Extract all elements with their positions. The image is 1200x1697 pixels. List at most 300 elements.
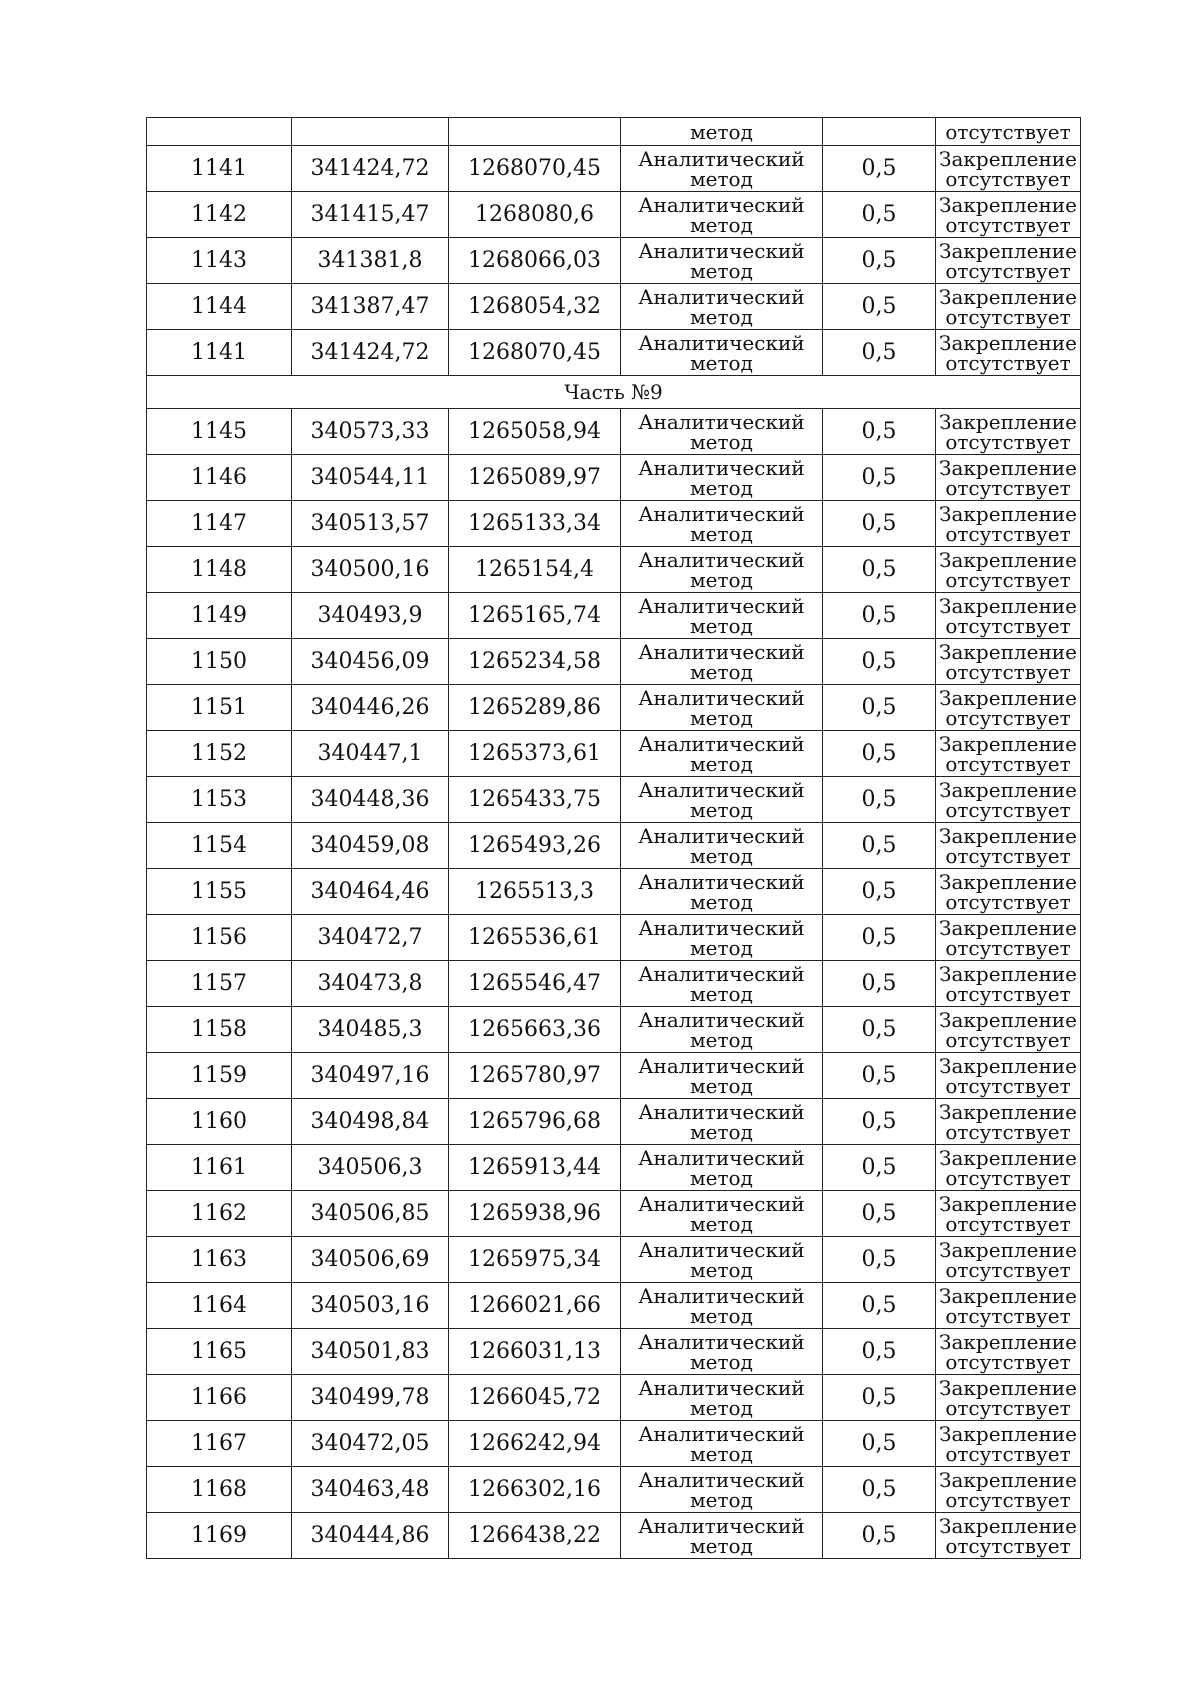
accuracy-cell: 0,5: [823, 1329, 936, 1375]
table-row: [147, 1237, 1081, 1283]
table-row: [147, 1375, 1081, 1421]
method-cell: метод: [621, 118, 823, 146]
fixation-line-2: отсутствует: [945, 1165, 1071, 1190]
table-row: [147, 501, 1081, 547]
y-coordinate-cell: 1265133,34: [449, 501, 621, 547]
point-number-cell: 1166: [147, 1375, 292, 1421]
method-line-1: Аналитический: [638, 1145, 805, 1170]
fixation-line-1: Закрепление: [939, 1145, 1077, 1170]
method-line-2: метод: [690, 1487, 753, 1512]
fixation-cell: [936, 1375, 1081, 1421]
x-coordinate-cell: 340499,78: [292, 1375, 449, 1421]
accuracy-cell: 0,5: [823, 823, 936, 869]
method-line-1: Аналитический: [638, 915, 805, 940]
fixation-cell: [936, 238, 1081, 284]
fixation-line-2: отсутствует: [945, 521, 1071, 546]
method-cell: [621, 639, 823, 685]
table-row: [147, 777, 1081, 823]
method-cell: [621, 146, 823, 192]
x-coordinate-cell: 340464,46: [292, 869, 449, 915]
method-line-2: метод: [690, 429, 753, 454]
method-line-2: метод: [690, 258, 753, 283]
accuracy-cell: 0,5: [823, 409, 936, 455]
table-row: [147, 547, 1081, 593]
y-coordinate-cell: 1266031,13: [449, 1329, 621, 1375]
y-coordinate-cell: 1266302,16: [449, 1467, 621, 1513]
method-line-1: Аналитический: [638, 1421, 805, 1446]
method-line-1: Аналитический: [638, 330, 805, 355]
method-line-1: Аналитический: [638, 639, 805, 664]
fixation-cell: [936, 1467, 1081, 1513]
x-coordinate-cell: 340459,08: [292, 823, 449, 869]
y-coordinate-cell: 1265513,3: [449, 869, 621, 915]
method-line-1: Аналитический: [638, 731, 805, 756]
table-row: [147, 593, 1081, 639]
method-cell: [621, 238, 823, 284]
fixation-line-1: Закрепление: [939, 192, 1077, 217]
method-line-2: метод: [690, 751, 753, 776]
table-row: [147, 1513, 1081, 1559]
method-line-2: метод: [690, 1027, 753, 1052]
fixation-cell: [936, 777, 1081, 823]
method-cell: [621, 547, 823, 593]
method-cell: [621, 192, 823, 238]
point-number-cell: 1151: [147, 685, 292, 731]
x-coordinate-cell: 340473,8: [292, 961, 449, 1007]
table-row: [147, 284, 1081, 330]
point-number-cell: 1145: [147, 409, 292, 455]
fixation-line-2: отсутствует: [945, 1257, 1071, 1282]
section-header-row: [147, 376, 1081, 409]
table-row: [147, 1099, 1081, 1145]
accuracy-cell: 0,5: [823, 1053, 936, 1099]
point-number-cell: 1167: [147, 1421, 292, 1467]
method-line-1: Аналитический: [638, 1283, 805, 1308]
fixation-line-2: отсутствует: [945, 797, 1071, 822]
method-line-1: Аналитический: [638, 1375, 805, 1400]
y-coordinate-cell: 1268066,03: [449, 238, 621, 284]
fixation-cell: [936, 501, 1081, 547]
fixation-cell: [936, 192, 1081, 238]
x-coordinate-cell: 340493,9: [292, 593, 449, 639]
x-coordinate-cell: 340500,16: [292, 547, 449, 593]
fixation-cell: [936, 823, 1081, 869]
table-row: [147, 146, 1081, 192]
method-cell: [621, 1467, 823, 1513]
fixation-line-1: Закрепление: [939, 777, 1077, 802]
y-coordinate-cell: 1265975,34: [449, 1237, 621, 1283]
method-cell: [621, 1513, 823, 1559]
fixation-line-2: отсутствует: [945, 1349, 1071, 1374]
method-line-1: Аналитический: [638, 146, 805, 171]
y-coordinate-cell: 1265234,58: [449, 639, 621, 685]
fixation-line-2: отсутствует: [945, 751, 1071, 776]
method-cell: [621, 455, 823, 501]
point-number-cell: 1152: [147, 731, 292, 777]
point-number-cell: 1164: [147, 1283, 292, 1329]
y-coordinate-cell: 1266438,22: [449, 1513, 621, 1559]
y-coordinate-cell: [449, 118, 621, 146]
method-line-2: метод: [690, 613, 753, 638]
x-coordinate-cell: [292, 118, 449, 146]
fixation-cell: [936, 1421, 1081, 1467]
method-line-1: Аналитический: [638, 192, 805, 217]
x-coordinate-cell: 340506,69: [292, 1237, 449, 1283]
point-number-cell: 1154: [147, 823, 292, 869]
point-number-cell: 1142: [147, 192, 292, 238]
y-coordinate-cell: 1265546,47: [449, 961, 621, 1007]
fixation-line-2: отсутствует: [945, 166, 1071, 191]
fixation-line-2: отсутствует: [945, 1487, 1071, 1512]
fixation-line-2: отсутствует: [945, 889, 1071, 914]
method-line-2: метод: [690, 1349, 753, 1374]
fixation-line-2: отсутствует: [945, 843, 1071, 868]
accuracy-cell: 0,5: [823, 731, 936, 777]
method-cell: [621, 1375, 823, 1421]
fixation-cell: [936, 1099, 1081, 1145]
fixation-line-2: отсутствует: [945, 429, 1071, 454]
fixation-line-2: отсутствует: [945, 659, 1071, 684]
continuation-row: [147, 118, 1081, 146]
fixation-line-2: отсутствует: [945, 212, 1071, 237]
method-line-2: метод: [690, 521, 753, 546]
x-coordinate-cell: 340463,48: [292, 1467, 449, 1513]
fixation-line-1: Закрепление: [939, 915, 1077, 940]
point-number-cell: 1160: [147, 1099, 292, 1145]
accuracy-cell: 0,5: [823, 501, 936, 547]
point-number-cell: 1157: [147, 961, 292, 1007]
fixation-line-1: Закрепление: [939, 869, 1077, 894]
accuracy-cell: [823, 118, 936, 146]
method-line-2: метод: [690, 166, 753, 191]
x-coordinate-cell: 341415,47: [292, 192, 449, 238]
method-cell: [621, 1007, 823, 1053]
method-line-1: Аналитический: [638, 1513, 805, 1538]
x-coordinate-cell: 340448,36: [292, 777, 449, 823]
fixation-cell: [936, 1145, 1081, 1191]
method-cell: [621, 409, 823, 455]
method-line-1: Аналитический: [638, 455, 805, 480]
table-row: [147, 1191, 1081, 1237]
y-coordinate-cell: 1265796,68: [449, 1099, 621, 1145]
method-line-1: Аналитический: [638, 284, 805, 309]
point-number-cell: 1153: [147, 777, 292, 823]
y-coordinate-cell: 1265493,26: [449, 823, 621, 869]
method-cell: [621, 1421, 823, 1467]
accuracy-cell: 0,5: [823, 1007, 936, 1053]
y-coordinate-cell: 1265780,97: [449, 1053, 621, 1099]
fixation-line-1: Закрепление: [939, 639, 1077, 664]
method-line-1: Аналитический: [638, 1191, 805, 1216]
accuracy-cell: 0,5: [823, 961, 936, 1007]
fixation-line-1: Закрепление: [939, 501, 1077, 526]
fixation-line-1: Закрепление: [939, 1237, 1077, 1262]
method-line-2: метод: [690, 1441, 753, 1466]
method-cell: [621, 593, 823, 639]
x-coordinate-cell: 340503,16: [292, 1283, 449, 1329]
method-line-2: метод: [690, 1395, 753, 1420]
fixation-line-1: Закрепление: [939, 1007, 1077, 1032]
fixation-cell: [936, 593, 1081, 639]
method-line-2: метод: [690, 843, 753, 868]
accuracy-cell: 0,5: [823, 1467, 936, 1513]
fixation-line-1: Закрепление: [939, 455, 1077, 480]
fixation-line-2: отсутствует: [945, 1119, 1071, 1144]
method-line-2: метод: [690, 797, 753, 822]
accuracy-cell: 0,5: [823, 593, 936, 639]
method-cell: [621, 1053, 823, 1099]
coordinates-table: [146, 117, 1081, 1559]
table-row: [147, 1421, 1081, 1467]
method-line-2: метод: [690, 1211, 753, 1236]
fixation-line-1: Закрепление: [939, 547, 1077, 572]
method-cell: [621, 501, 823, 547]
method-line-1: Аналитический: [638, 593, 805, 618]
fixation-line-1: Закрепление: [939, 1467, 1077, 1492]
y-coordinate-cell: 1265058,94: [449, 409, 621, 455]
fixation-cell: [936, 284, 1081, 330]
method-cell: [621, 961, 823, 1007]
fixation-line-2: отсутствует: [945, 1395, 1071, 1420]
method-line-2: метод: [690, 212, 753, 237]
fixation-cell: [936, 1513, 1081, 1559]
table-row: [147, 455, 1081, 501]
method-line-2: метод: [690, 1073, 753, 1098]
table-row: [147, 961, 1081, 1007]
accuracy-cell: 0,5: [823, 192, 936, 238]
table-row: [147, 1007, 1081, 1053]
y-coordinate-cell: 1265938,96: [449, 1191, 621, 1237]
x-coordinate-cell: 341424,72: [292, 330, 449, 376]
method-line-2: метод: [690, 705, 753, 730]
method-line-1: Аналитический: [638, 685, 805, 710]
method-line-1: Аналитический: [638, 1237, 805, 1262]
fixation-line-2: отсутствует: [945, 1441, 1071, 1466]
x-coordinate-cell: 340456,09: [292, 639, 449, 685]
point-number-cell: 1141: [147, 146, 292, 192]
method-cell: [621, 1191, 823, 1237]
method-line-2: метод: [690, 567, 753, 592]
method-cell: [621, 1283, 823, 1329]
x-coordinate-cell: 340506,85: [292, 1191, 449, 1237]
method-line-2: метод: [690, 1257, 753, 1282]
table-row: [147, 1329, 1081, 1375]
fixation-cell: [936, 639, 1081, 685]
fixation-cell: [936, 915, 1081, 961]
x-coordinate-cell: 340497,16: [292, 1053, 449, 1099]
point-number-cell: 1169: [147, 1513, 292, 1559]
method-line-2: метод: [690, 350, 753, 375]
method-line-2: метод: [690, 304, 753, 329]
fixation-line-1: Закрепление: [939, 1053, 1077, 1078]
fixation-line-2: отсутствует: [945, 258, 1071, 283]
point-number-cell: 1141: [147, 330, 292, 376]
x-coordinate-cell: 340446,26: [292, 685, 449, 731]
point-number-cell: 1165: [147, 1329, 292, 1375]
y-coordinate-cell: 1268070,45: [449, 330, 621, 376]
method-line-2: метод: [690, 1303, 753, 1328]
y-coordinate-cell: 1266045,72: [449, 1375, 621, 1421]
fixation-line-1: Закрепление: [939, 330, 1077, 355]
method-cell: [621, 1237, 823, 1283]
x-coordinate-cell: 340498,84: [292, 1099, 449, 1145]
fixation-line-1: Закрепление: [939, 1329, 1077, 1354]
fixation-cell: [936, 1283, 1081, 1329]
fixation-cell: [936, 1191, 1081, 1237]
point-number-cell: 1155: [147, 869, 292, 915]
point-number-cell: 1147: [147, 501, 292, 547]
x-coordinate-cell: 340573,33: [292, 409, 449, 455]
method-line-1: Аналитический: [638, 961, 805, 986]
method-line-1: Аналитический: [638, 501, 805, 526]
accuracy-cell: 0,5: [823, 330, 936, 376]
fixation-line-1: Закрепление: [939, 238, 1077, 263]
fixation-cell: [936, 685, 1081, 731]
y-coordinate-cell: 1266021,66: [449, 1283, 621, 1329]
table-row: [147, 1283, 1081, 1329]
fixation-cell: отсутствует: [936, 118, 1081, 146]
point-number-cell: 1168: [147, 1467, 292, 1513]
point-number-cell: 1156: [147, 915, 292, 961]
fixation-cell: [936, 869, 1081, 915]
accuracy-cell: 0,5: [823, 455, 936, 501]
method-cell: [621, 1099, 823, 1145]
accuracy-cell: 0,5: [823, 1145, 936, 1191]
y-coordinate-cell: 1265373,61: [449, 731, 621, 777]
method-line-2: метод: [690, 981, 753, 1006]
method-line-1: Аналитический: [638, 547, 805, 572]
point-number-cell: 1162: [147, 1191, 292, 1237]
accuracy-cell: 0,5: [823, 1421, 936, 1467]
accuracy-cell: 0,5: [823, 777, 936, 823]
accuracy-cell: 0,5: [823, 547, 936, 593]
fixation-line-2: отсутствует: [945, 1073, 1071, 1098]
table-row: [147, 1053, 1081, 1099]
fixation-line-1: Закрепление: [939, 731, 1077, 756]
method-cell: [621, 915, 823, 961]
point-number-cell: 1144: [147, 284, 292, 330]
method-line-2: метод: [690, 659, 753, 684]
method-cell: [621, 1145, 823, 1191]
method-line-1: Аналитический: [638, 1467, 805, 1492]
method-cell: [621, 330, 823, 376]
accuracy-cell: 0,5: [823, 1191, 936, 1237]
fixation-line-1: Закрепление: [939, 1375, 1077, 1400]
accuracy-cell: 0,5: [823, 915, 936, 961]
fixation-line-1: Закрепление: [939, 146, 1077, 171]
table-row: [147, 1467, 1081, 1513]
x-coordinate-cell: 341381,8: [292, 238, 449, 284]
fixation-line-1: Закрепление: [939, 685, 1077, 710]
method-cell: [621, 685, 823, 731]
y-coordinate-cell: 1265536,61: [449, 915, 621, 961]
table-row: [147, 330, 1081, 376]
accuracy-cell: 0,5: [823, 1283, 936, 1329]
method-cell: [621, 823, 823, 869]
table-row: [147, 823, 1081, 869]
method-line-2: метод: [690, 1119, 753, 1144]
accuracy-cell: 0,5: [823, 1099, 936, 1145]
accuracy-cell: 0,5: [823, 685, 936, 731]
y-coordinate-cell: 1265089,97: [449, 455, 621, 501]
accuracy-cell: 0,5: [823, 869, 936, 915]
method-line-2: метод: [690, 475, 753, 500]
x-coordinate-cell: 340447,1: [292, 731, 449, 777]
fixation-cell: [936, 409, 1081, 455]
fixation-cell: [936, 1237, 1081, 1283]
fixation-line-1: Закрепление: [939, 1513, 1077, 1538]
fixation-cell: [936, 1053, 1081, 1099]
method-line-1: Аналитический: [638, 409, 805, 434]
accuracy-cell: 0,5: [823, 1513, 936, 1559]
fixation-cell: [936, 146, 1081, 192]
fixation-line-1: Закрепление: [939, 409, 1077, 434]
accuracy-cell: 0,5: [823, 284, 936, 330]
fixation-cell: [936, 1007, 1081, 1053]
fixation-cell: [936, 455, 1081, 501]
fixation-line-1: Закрепление: [939, 1099, 1077, 1124]
fixation-cell: [936, 1329, 1081, 1375]
fixation-line-1: Закрепление: [939, 961, 1077, 986]
point-number-cell: [147, 118, 292, 146]
point-number-cell: 1161: [147, 1145, 292, 1191]
accuracy-cell: 0,5: [823, 146, 936, 192]
point-number-cell: 1163: [147, 1237, 292, 1283]
method-line-1: Аналитический: [638, 823, 805, 848]
y-coordinate-cell: 1268080,6: [449, 192, 621, 238]
point-number-cell: 1150: [147, 639, 292, 685]
y-coordinate-cell: 1265165,74: [449, 593, 621, 639]
x-coordinate-cell: 340506,3: [292, 1145, 449, 1191]
method-cell: [621, 869, 823, 915]
x-coordinate-cell: 340544,11: [292, 455, 449, 501]
table-row: [147, 639, 1081, 685]
method-line-1: Аналитический: [638, 777, 805, 802]
x-coordinate-cell: 340472,7: [292, 915, 449, 961]
x-coordinate-cell: 341387,47: [292, 284, 449, 330]
method-line-1: Аналитический: [638, 869, 805, 894]
point-number-cell: 1159: [147, 1053, 292, 1099]
fixation-cell: [936, 731, 1081, 777]
fixation-line-2: отсутствует: [945, 475, 1071, 500]
method-line-1: Аналитический: [638, 1099, 805, 1124]
y-coordinate-cell: 1265913,44: [449, 1145, 621, 1191]
y-coordinate-cell: 1265154,4: [449, 547, 621, 593]
table-row: [147, 409, 1081, 455]
accuracy-cell: 0,5: [823, 1375, 936, 1421]
fixation-line-2: отсутствует: [945, 350, 1071, 375]
fixation-cell: [936, 547, 1081, 593]
fixation-cell: [936, 330, 1081, 376]
method-line-1: Аналитический: [638, 1007, 805, 1032]
method-cell: [621, 1329, 823, 1375]
table-row: [147, 731, 1081, 777]
method-cell: [621, 284, 823, 330]
fixation-line-2: отсутствует: [945, 304, 1071, 329]
x-coordinate-cell: 340501,83: [292, 1329, 449, 1375]
y-coordinate-cell: 1265289,86: [449, 685, 621, 731]
x-coordinate-cell: 341424,72: [292, 146, 449, 192]
table-row: [147, 192, 1081, 238]
y-coordinate-cell: 1268054,32: [449, 284, 621, 330]
y-coordinate-cell: 1266242,94: [449, 1421, 621, 1467]
method-cell: [621, 731, 823, 777]
fixation-line-2: отсутствует: [945, 567, 1071, 592]
point-number-cell: 1158: [147, 1007, 292, 1053]
fixation-line-2: отсутствует: [945, 1211, 1071, 1236]
fixation-line-1: Закрепление: [939, 284, 1077, 309]
accuracy-cell: 0,5: [823, 238, 936, 284]
